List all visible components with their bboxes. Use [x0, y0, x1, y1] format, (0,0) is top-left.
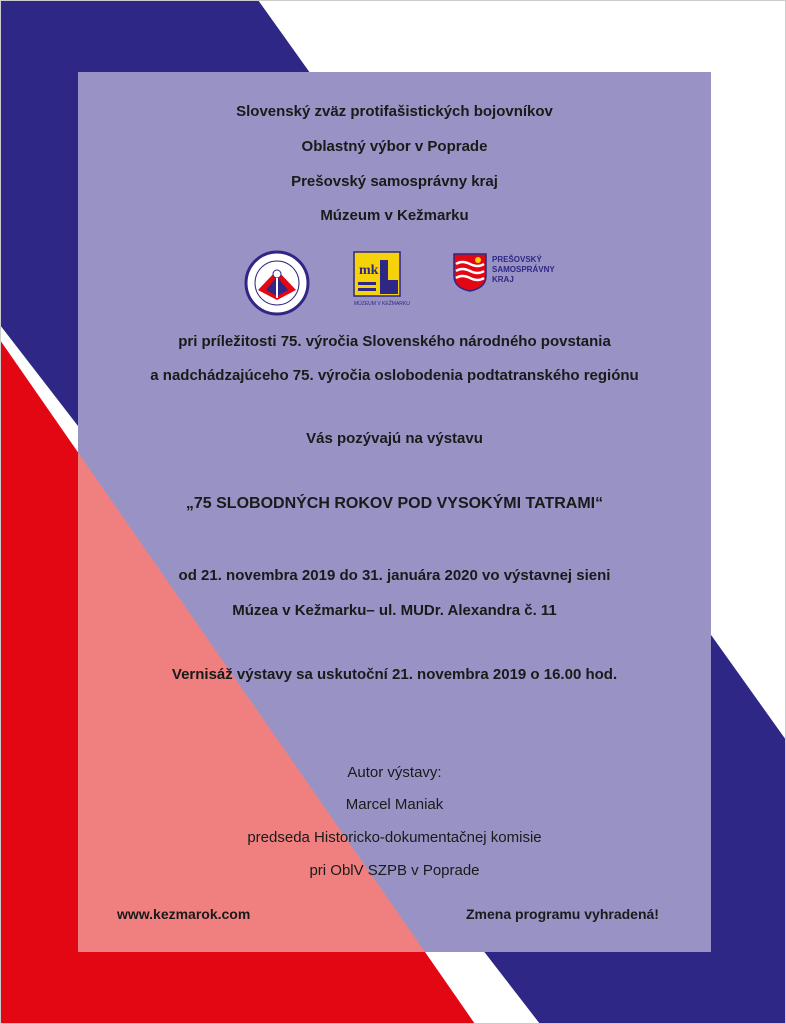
dates-line1: od 21. novembra 2019 do 31. januára 2020 vo výstavnej sieni [178, 567, 611, 584]
program-note: Zmena programu vyhradená! [466, 906, 659, 922]
author-role: predseda Historicko-dokumentačnej komisie [247, 829, 542, 846]
author-name: Marcel Maniak [345, 796, 444, 813]
svg-text:MÚZEUM V KEŽMARKU: MÚZEUM V KEŽMARKU [354, 301, 410, 307]
org-name-oblv: Oblastný výbor v Poprade [301, 138, 488, 155]
author-org: pri OblV SZPB v Poprade [309, 862, 480, 879]
psk-text-line1: PREŠOVSKÝ [492, 255, 542, 264]
occasion-line1: pri príležitosti 75. výročia Slovenského národného povstania [178, 333, 611, 350]
vernisage-text: Vernisáž výstavy sa uskutoční 21. novembra 2019 o 16.00 hod. [171, 666, 618, 683]
website-link[interactable]: www.kezmarok.com [117, 906, 251, 922]
psk-text-line2: SAMOSPRÁVNY [492, 265, 555, 274]
dates-line2: Múzea v Kežmarku– ul. MUDr. Alexandra č. 11 [232, 602, 557, 619]
org-name-szpb: Slovenský zväz protifašistických bojovníkov [236, 103, 553, 120]
exhibition-title: „75 SLOBODNÝCH ROKOV POD VYSOKÝMI TATRAMI“ [185, 495, 604, 512]
invite-text: Vás pozývajú na výstavu [306, 430, 483, 447]
author-label: Autor výstavy: [347, 764, 442, 781]
museum-kezmarok-logo-icon [350, 250, 410, 308]
psk-logo [452, 252, 562, 294]
org-name-psk: Prešovský samosprávny kraj [291, 173, 498, 190]
psk-coat-of-arms-icon [452, 252, 488, 292]
svg-text:mk: mk [359, 263, 379, 278]
org-name-museum: Múzeum v Kežmarku [320, 207, 469, 224]
szpb-emblem-icon [244, 250, 310, 316]
occasion-line2: a nadchádzajúceho 75. výročia oslobodenia podtatranského regiónu [150, 367, 639, 384]
psk-text-line3: KRAJ [492, 275, 514, 284]
